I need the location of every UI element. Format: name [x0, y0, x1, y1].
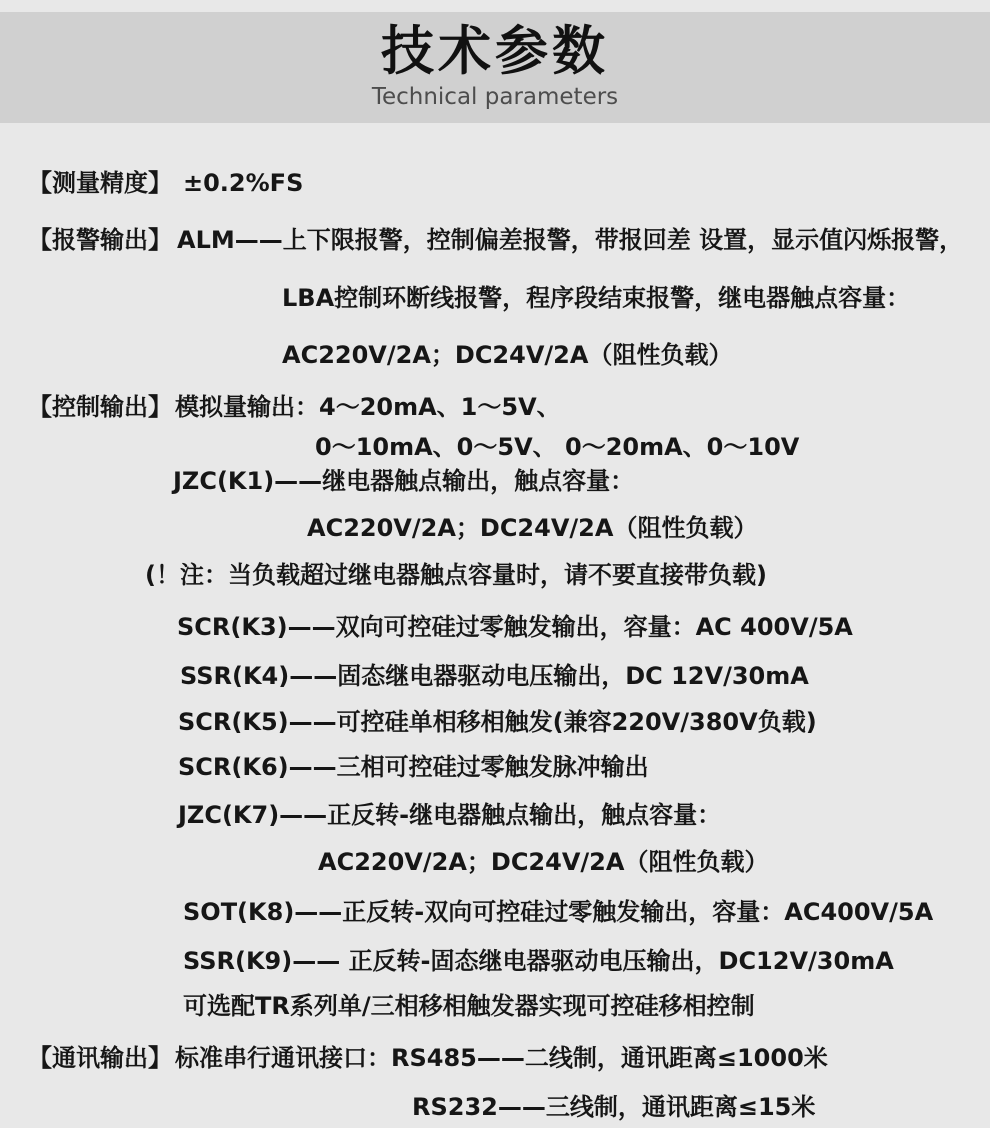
- spec-section-label: 【通讯输出】: [28, 1044, 172, 1072]
- spec-text: SCR(K5)——可控硅单相移相触发(兼容220V/380V负载): [178, 708, 817, 736]
- spec-section-label: 【控制输出】: [28, 393, 172, 421]
- spec-text: SOT(K8)——正反转-双向可控硅过零触发输出，容量：AC400V/5A: [183, 898, 934, 926]
- spec-text: LBA控制环断线报警，程序段结束报警，继电器触点容量：: [282, 284, 911, 312]
- spec-text: SCR(K3)——双向可控硅过零触发输出，容量：AC 400V/5A: [177, 613, 853, 641]
- spec-text: RS232——三线制，通讯距离≤15米: [412, 1093, 816, 1121]
- spec-text: ±0.2%FS: [183, 169, 304, 197]
- page-title: 技术参数: [381, 21, 609, 82]
- spec-text: SSR(K9)—— 正反转-固态继电器驱动电压输出，DC12V/30mA: [183, 947, 894, 975]
- spec-text: JZC(K7)——正反转-继电器触点输出，触点容量：: [178, 801, 722, 829]
- spec-text: 0～10mA、0～5V、 0～20mA、0～10V: [315, 433, 800, 461]
- spec-text: JZC(K1)——继电器触点输出，触点容量：: [173, 467, 635, 495]
- spec-text: AC220V/2A；DC24V/2A（阻性负载）: [318, 848, 769, 876]
- spec-text: AC220V/2A；DC24V/2A（阻性负载）: [307, 514, 758, 542]
- spec-section-label: 【报警输出】: [28, 226, 172, 254]
- spec-section-label: 【测量精度】: [28, 169, 172, 197]
- spec-text: 标准串行通讯接口：RS485——二线制，通讯距离≤1000米: [175, 1044, 828, 1072]
- spec-text: 模拟量输出：4～20mA、1～5V、: [175, 393, 561, 421]
- page-subtitle: Technical parameters: [371, 84, 619, 110]
- spec-text: ALM——上下限报警，控制偏差报警，带报回差 设置，显示值闪烁报警，: [177, 226, 964, 254]
- spec-text: AC220V/2A；DC24V/2A（阻性负载）: [282, 341, 733, 369]
- spec-text: SSR(K4)——固态继电器驱动电压输出，DC 12V/30mA: [180, 662, 809, 690]
- spec-text: SCR(K6)——三相可控硅过零触发脉冲输出: [178, 753, 649, 781]
- spec-text: 可选配TR系列单/三相移相触发器实现可控硅移相控制: [183, 992, 755, 1020]
- spec-text: (！注：当负载超过继电器触点容量时，请不要直接带负载): [145, 561, 767, 589]
